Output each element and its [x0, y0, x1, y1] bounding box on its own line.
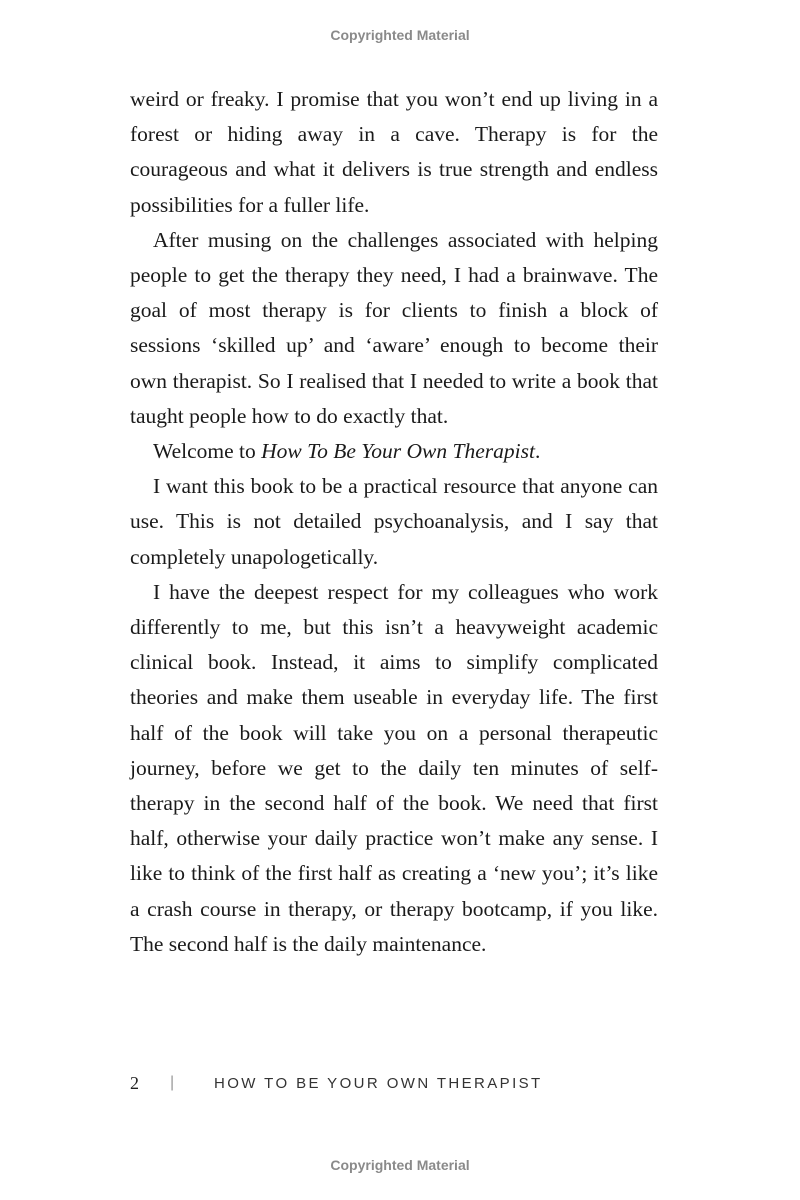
running-head: HOW TO BE YOUR OWN THERAPIST — [214, 1074, 543, 1092]
paragraph: I want this book to be a practical resource that anyone can use. This is not detailed psychoanalysis, and I say that completely unapologetically. — [130, 474, 658, 569]
welcome-tail: . — [534, 439, 541, 464]
page-number: 2 — [130, 1072, 139, 1093]
copyright-watermark-bottom: Copyrighted Material — [330, 1157, 470, 1173]
paragraph-continued: weird or freaky. I promise that you won’t end up living in a forest or hiding away in a cave. Therapy is for the courageous and what it delivers is true strength and endless possibilities for a fuller life. — [130, 87, 658, 217]
footer-separator: | — [170, 1074, 175, 1091]
page-body — [130, 82, 658, 962]
paragraph-welcome — [130, 434, 658, 469]
book-title-italic: How To Be Your Own Therapist — [261, 439, 535, 464]
paragraph: After musing on the challenges associated with helping people to get the therapy they need, I had a brainwave. The goal of most therapy is for clients to finish a block of sessions ‘skilled up’ and ‘aware’ enough to become their own therapist. So I realised that I needed to write a book that taught people how to do exactly that. — [130, 227, 658, 428]
welcome-lead: Welcome to — [153, 439, 262, 464]
copyright-watermark-top: Copyrighted Material — [330, 27, 470, 43]
page-footer — [130, 1070, 543, 1096]
paragraph: I have the deepest respect for my colleagues who work differently to me, but this isn’t a heavyweight academic clinical book. Instead, it aims to simplify complicated theories and make them useable in everyday life. The first half of the book will take you on a personal therapeutic journey, before we get to the daily ten minutes of self-therapy in the second half of the book. We need that first half, otherwise your daily practice won’t make any sense. I like to think of the first half as creating a ‘new you’; it’s like a crash course in therapy, or therapy bootcamp, if you like. The second half is the daily maintenance. — [130, 579, 658, 956]
